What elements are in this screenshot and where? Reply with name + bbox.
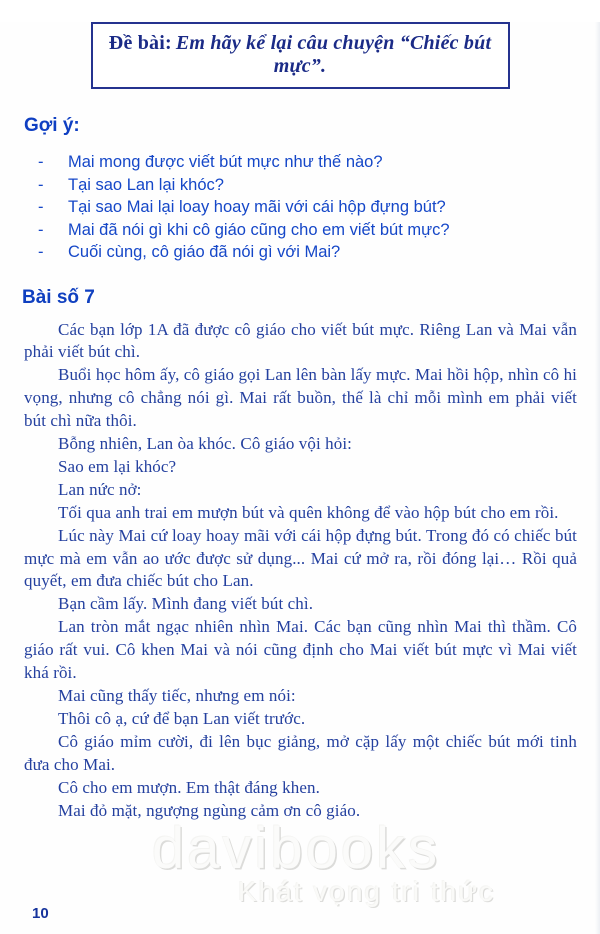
hint-item — [0, 241, 600, 264]
publisher-watermark — [0, 815, 600, 908]
watermark-brand: davibooks — [152, 816, 441, 881]
hint-item — [0, 219, 600, 242]
story-paragraph: Cô giáo mỉm cười, đi lên bục giảng, mở cặp lấy một chiếc bút mới tinh đưa cho Mai. — [24, 731, 577, 774]
story-paragraph: Lan nức nở: — [58, 479, 142, 499]
hints-list — [0, 151, 600, 264]
bullet-dash: - — [38, 153, 44, 171]
hint-text: Cuối cùng, cô giáo đã nói gì với Mai? — [68, 243, 341, 261]
story-paragraph: Thôi cô ạ, cứ để bạn Lan viết trước. — [58, 708, 306, 728]
hint-item — [0, 151, 600, 174]
hints-heading: Gợi ý: — [24, 115, 80, 136]
page-number: 10 — [32, 905, 49, 922]
scanned-book-page — [0, 22, 600, 934]
bullet-dash: - — [38, 220, 44, 239]
essay-body — [24, 319, 577, 823]
story-paragraph: Lan tròn mắt ngạc nhiên nhìn Mai. Các bạn cũng nhìn Mai thì thầm. Cô giáo rất vui. Cô khen Mai và nói cũng định cho Mai viết bút mực vì Mai viết khá rồi. — [24, 617, 577, 683]
story-paragraph: Bỗng nhiên, Lan òa khóc. Cô giáo vội hỏi: — [58, 434, 353, 454]
story-paragraph: Tối qua anh trai em mượn bút và quên không để vào hộp bút cho em rồi. — [58, 502, 559, 522]
hint-text: Mai đã nói gì khi cô giáo cũng cho em viết bút mực? — [68, 220, 450, 239]
story-paragraph: Lúc này Mai cứ loay hoay mãi với cái hộp đựng bút. Trong đó có chiếc bút mực mà em vẫn ao ước được sử dụng... Mai cứ mở ra, rồi đóng lại… Rồi quả quyết, em đưa chiếc bút cho Lan. — [24, 525, 577, 591]
story-paragraph: Sao em lại khóc? — [58, 456, 177, 476]
story-paragraph: Cô cho em mượn. Em thật đáng khen. — [58, 777, 320, 797]
essay-prompt-box — [91, 22, 510, 89]
bullet-dash: - — [38, 243, 44, 261]
prompt-title: Em hãy kể lại câu chuyện “Chiếc bút mực”. — [175, 32, 492, 77]
watermark-slogan: Khát vọng tri thức — [238, 876, 496, 907]
bullet-dash: - — [38, 198, 44, 216]
story-paragraph: Buổi học hôm ấy, cô giáo gọi Lan lên bàn lấy mực. Mai hồi hộp, nhìn cô hi vọng, nhưng cô chẳng nói gì. Mai rất buồn, thế là chỉ mỗi mình em phải viết bút chì nữa thôi. — [24, 365, 577, 431]
story-paragraph: Các bạn lớp 1A đã được cô giáo cho viết bút mực. Riêng Lan và Mai vẫn phải viết bút chì. — [24, 319, 577, 362]
hint-text: Tại sao Mai lại loay hoay mãi với cái hộp đựng bút? — [68, 198, 446, 216]
essay-number-heading: Bài số 7 — [22, 286, 95, 308]
hint-text: Mai mong được viết bút mực như thế nào? — [68, 153, 383, 171]
hint-text: Tại sao Lan lại khóc? — [68, 175, 224, 194]
prompt-label: Đề bài: — [108, 32, 172, 54]
scan-edge-artifact — [595, 22, 600, 934]
story-paragraph: Mai đỏ mặt, ngượng ngùng cảm ơn cô giáo. — [58, 800, 361, 820]
hint-item — [0, 174, 600, 197]
hint-item — [0, 196, 600, 219]
story-paragraph: Bạn cầm lấy. Mình đang viết bút chì. — [58, 594, 314, 614]
bullet-dash: - — [38, 175, 44, 194]
story-paragraph: Mai cũng thấy tiếc, nhưng em nói: — [58, 686, 296, 705]
